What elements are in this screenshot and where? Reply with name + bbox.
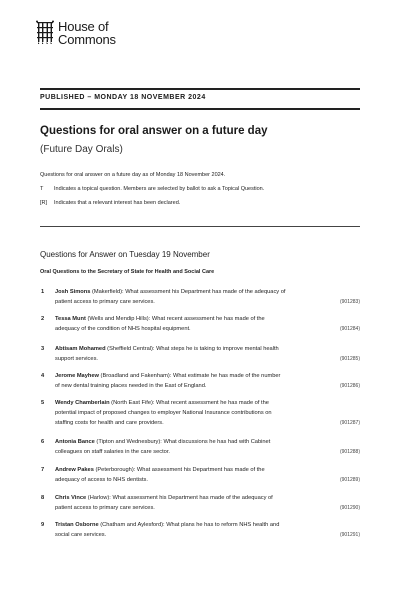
question-text: patient access to primary care services. bbox=[55, 299, 155, 305]
member-name: Wendy Chamberlain bbox=[55, 400, 110, 406]
question-text: : What estimate he has made of the number bbox=[169, 373, 281, 379]
question-number: 8 bbox=[41, 495, 45, 501]
question-item bbox=[40, 437, 360, 457]
question-text: : What plans he has to reform NHS health and bbox=[163, 522, 280, 528]
question-number: 9 bbox=[41, 522, 45, 528]
member-constituency: (Broadland and Fakenham) bbox=[100, 373, 170, 379]
question-text: : What assessment his Department has made of the adequacy of bbox=[122, 289, 286, 295]
member-name: Tristan Osborne bbox=[55, 522, 99, 528]
section-divider bbox=[40, 226, 360, 227]
question-text: : What assessment his Department has made of the bbox=[133, 467, 265, 473]
member-name: Tessa Munt bbox=[55, 316, 86, 322]
page-subtitle: (Future Day Orals) bbox=[40, 144, 123, 155]
question-text: patient access to primary care services. bbox=[55, 505, 155, 511]
logo-line-2: Commons bbox=[58, 32, 116, 47]
question-number: 2 bbox=[41, 316, 45, 322]
key-symbol: T bbox=[40, 186, 44, 192]
member-name: Jerome Mayhew bbox=[55, 373, 99, 379]
question-text: potential impact of proposed changes to employer National Insurance contributions on bbox=[55, 410, 272, 416]
question-text: colleagues on staff salaries in the care sector. bbox=[55, 449, 170, 455]
member-constituency: (Chatham and Aylesford) bbox=[100, 522, 164, 528]
section-title: Questions for Answer on Tuesday 19 November bbox=[40, 250, 210, 259]
member-constituency: (Makerfield) bbox=[92, 289, 123, 295]
question-number: 6 bbox=[41, 439, 45, 445]
question-number: 1 bbox=[41, 289, 45, 295]
member-name: Andrew Pakes bbox=[55, 467, 94, 473]
member-constituency: (Sheffield Central) bbox=[107, 346, 153, 352]
question-item bbox=[40, 287, 360, 307]
question-text: : What discussions he has had with Cabinet bbox=[160, 439, 271, 445]
top-divider bbox=[40, 88, 360, 90]
question-item bbox=[40, 520, 360, 540]
question-text: of new dental training places needed in the East of England. bbox=[55, 383, 207, 389]
key-text: Indicates that a relevant interest has been declared. bbox=[54, 200, 181, 206]
question-item bbox=[40, 465, 360, 485]
question-text: staffing costs for health and care providers. bbox=[55, 420, 164, 426]
member-name: Abtisam Mohamed bbox=[55, 346, 106, 352]
member-name: Chris Vince bbox=[55, 495, 87, 501]
logo-line-1: House of bbox=[58, 19, 109, 34]
question-text: : What steps he is taking to improve mental health bbox=[152, 346, 279, 352]
question-text: adequacy of access to NHS dentists. bbox=[55, 477, 148, 483]
question-item bbox=[40, 398, 360, 428]
key-interest bbox=[40, 200, 180, 206]
question-reference: (901291) bbox=[339, 532, 360, 538]
question-text: adequacy of the condition of NHS hospital equipment. bbox=[55, 326, 191, 332]
portcullis-icon bbox=[36, 20, 54, 44]
published-divider bbox=[40, 108, 360, 110]
question-number: 5 bbox=[41, 400, 45, 406]
question-reference: (901289) bbox=[339, 477, 360, 483]
question-reference: (901284) bbox=[339, 326, 360, 332]
question-reference: (901283) bbox=[339, 299, 360, 305]
question-item bbox=[40, 371, 360, 391]
key-text: Indicates a topical question. Members are selected by ballot to ask a Topical Question. bbox=[54, 186, 265, 192]
member-constituency: (North East Fife) bbox=[111, 400, 153, 406]
logo-wordmark bbox=[58, 20, 116, 46]
question-number: 4 bbox=[41, 373, 45, 379]
member-constituency: (Harlow) bbox=[87, 495, 110, 501]
question-text: : What assessment his Department has made of the adequacy of bbox=[109, 495, 273, 501]
member-name: Antonia Bance bbox=[55, 439, 95, 445]
question-reference: (901287) bbox=[339, 420, 360, 426]
question-item bbox=[40, 493, 360, 513]
question-text: : What recent assessment he has made of the bbox=[148, 316, 265, 322]
department-heading: Oral Questions to the Secretary of State for Health and Social Care bbox=[40, 269, 215, 275]
published-date: PUBLISHED – MONDAY 18 NOVEMBER 2024 bbox=[40, 94, 206, 101]
member-constituency: (Tipton and Wednesbury) bbox=[96, 439, 161, 445]
intro-text: Questions for oral answer on a future day as of Monday 18 November 2024. bbox=[40, 172, 226, 178]
question-reference: (901286) bbox=[339, 383, 360, 389]
page-title: Questions for oral answer on a future day bbox=[40, 125, 268, 137]
house-of-commons-logo bbox=[36, 20, 116, 46]
question-reference: (901285) bbox=[339, 356, 360, 362]
question-item bbox=[40, 314, 360, 334]
question-item bbox=[40, 344, 360, 364]
key-topical bbox=[40, 186, 264, 192]
question-text: support services. bbox=[55, 356, 98, 362]
member-name: Josh Simons bbox=[55, 289, 91, 295]
question-text: : What recent assessment he has made of the bbox=[152, 400, 269, 406]
question-number: 3 bbox=[41, 346, 45, 352]
question-text: social care services. bbox=[55, 532, 107, 538]
question-reference: (901290) bbox=[339, 505, 360, 511]
member-constituency: (Wells and Mendip Hills) bbox=[87, 316, 149, 322]
question-reference: (901288) bbox=[339, 449, 360, 455]
member-constituency: (Peterborough) bbox=[95, 467, 134, 473]
question-number: 7 bbox=[41, 467, 45, 473]
key-symbol: [R] bbox=[40, 200, 48, 206]
